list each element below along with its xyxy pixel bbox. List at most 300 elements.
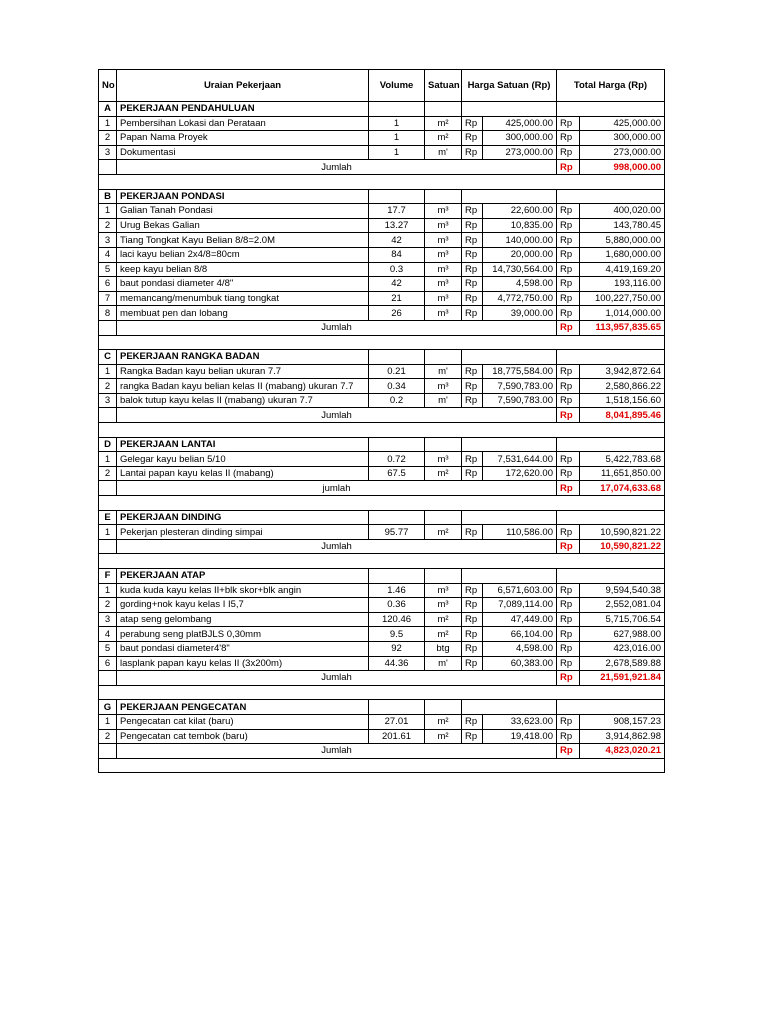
section-price-cell (462, 437, 557, 452)
item-unit: m³ (425, 583, 462, 598)
item-total-price: 300,000.00 (580, 131, 665, 146)
item-price-currency: Rp (462, 598, 483, 613)
item-volume: 17.7 (369, 204, 425, 219)
spacer-row (99, 685, 665, 700)
item-total-price: 423,016.00 (580, 641, 665, 656)
section-volume-cell (369, 700, 425, 715)
section-header-row (99, 700, 665, 715)
item-total-price: 193,116.00 (580, 277, 665, 292)
item-unit: m' (425, 393, 462, 408)
item-price-currency: Rp (462, 277, 483, 292)
item-total-currency: Rp (557, 131, 580, 146)
item-total-price: 100,227,750.00 (580, 291, 665, 306)
item-description: baut pondasi diameter4'8" (117, 641, 369, 656)
item-price-currency: Rp (462, 379, 483, 394)
item-unit: m³ (425, 452, 462, 467)
item-description: gording+nok kayu kelas I I5,7 (117, 598, 369, 613)
item-volume: 1 (369, 131, 425, 146)
item-description: Rangka Badan kayu belian ukuran 7.7 (117, 364, 369, 379)
subtotal-label: Jumlah (117, 539, 557, 554)
item-description: Urug Bekas Galian (117, 218, 369, 233)
item-price-currency: Rp (462, 218, 483, 233)
item-no: 6 (99, 277, 117, 292)
item-unit: m² (425, 627, 462, 642)
item-description: Gelegar kayu belian 5/10 (117, 452, 369, 467)
section-code: B (99, 189, 117, 204)
section-volume-cell (369, 437, 425, 452)
section-total-cell (557, 510, 665, 525)
item-description: rangka Badan kayu belian kelas II (mabang) ukuran 7.7 (117, 379, 369, 394)
table-header-row (99, 70, 665, 102)
item-description: Pekerjan plesteran dinding simpai (117, 525, 369, 540)
item-unit-price: 4,598.00 (483, 277, 557, 292)
blank-cell (99, 423, 665, 438)
subtotal-row (99, 481, 665, 496)
item-total-currency: Rp (557, 233, 580, 248)
item-unit-price: 10,835.00 (483, 218, 557, 233)
section-total-cell (557, 189, 665, 204)
blank-cell (99, 758, 665, 773)
item-price-currency: Rp (462, 233, 483, 248)
item-no: 2 (99, 131, 117, 146)
section-code: C (99, 350, 117, 365)
section-unit-cell (425, 102, 462, 117)
section-price-cell (462, 350, 557, 365)
item-volume: 9.5 (369, 627, 425, 642)
section-code: G (99, 700, 117, 715)
item-volume: 67.5 (369, 466, 425, 481)
item-total-price: 2,580,866.22 (580, 379, 665, 394)
subtotal-label: Jumlah (117, 160, 557, 175)
subtotal-amount: 4,823,020.21 (580, 744, 665, 759)
item-no: 1 (99, 116, 117, 131)
item-unit: m² (425, 116, 462, 131)
item-unit: m³ (425, 247, 462, 262)
item-unit: m³ (425, 277, 462, 292)
item-volume: 120.46 (369, 612, 425, 627)
section-title: PEKERJAAN PENDAHULUAN (117, 102, 369, 117)
subtotal-no-cell (99, 539, 117, 554)
header-no: No (99, 70, 117, 102)
subtotal-amount: 10,590,821.22 (580, 539, 665, 554)
item-no: 2 (99, 466, 117, 481)
subtotal-amount: 8,041,895.46 (580, 408, 665, 423)
table-row (99, 641, 665, 656)
item-no: 1 (99, 364, 117, 379)
subtotal-row (99, 539, 665, 554)
item-volume: 0.36 (369, 598, 425, 613)
item-unit-price: 110,586.00 (483, 525, 557, 540)
section-header-row (99, 510, 665, 525)
item-unit: m² (425, 729, 462, 744)
item-unit: m³ (425, 233, 462, 248)
spacer-row (99, 496, 665, 511)
table-row (99, 452, 665, 467)
item-price-currency: Rp (462, 145, 483, 160)
item-total-currency: Rp (557, 452, 580, 467)
item-total-price: 400,020.00 (580, 204, 665, 219)
table-row (99, 218, 665, 233)
blank-cell (99, 685, 665, 700)
item-description: memancang/menumbuk tiang tongkat (117, 291, 369, 306)
section-header-row (99, 437, 665, 452)
section-volume-cell (369, 102, 425, 117)
section-unit-cell (425, 350, 462, 365)
item-description: laci kayu belian 2x4/8=80cm (117, 247, 369, 262)
header-uraian: Uraian Pekerjaan (117, 70, 369, 102)
item-no: 6 (99, 656, 117, 671)
item-unit-price: 7,089,114.00 (483, 598, 557, 613)
section-price-cell (462, 700, 557, 715)
item-description: Lantai papan kayu kelas II (mabang) (117, 466, 369, 481)
subtotal-label: Jumlah (117, 320, 557, 335)
item-price-currency: Rp (462, 525, 483, 540)
item-description: atap seng gelombang (117, 612, 369, 627)
item-unit-price: 172,620.00 (483, 466, 557, 481)
item-unit: m³ (425, 262, 462, 277)
item-unit-price: 22,600.00 (483, 204, 557, 219)
item-unit-price: 273,000.00 (483, 145, 557, 160)
section-price-cell (462, 189, 557, 204)
section-title: PEKERJAAN RANGKA BADAN (117, 350, 369, 365)
item-unit-price: 6,571,603.00 (483, 583, 557, 598)
subtotal-label: Jumlah (117, 408, 557, 423)
cost-estimate-sheet (98, 69, 665, 773)
item-volume: 92 (369, 641, 425, 656)
item-unit: m³ (425, 306, 462, 321)
section-header-row (99, 102, 665, 117)
blank-cell (99, 554, 665, 569)
subtotal-row (99, 408, 665, 423)
item-volume: 0.72 (369, 452, 425, 467)
item-unit-price: 66,104.00 (483, 627, 557, 642)
item-description: Pembersihan Lokasi dan Perataan (117, 116, 369, 131)
subtotal-currency: Rp (557, 160, 580, 175)
item-total-currency: Rp (557, 379, 580, 394)
item-total-price: 908,157.23 (580, 714, 665, 729)
item-unit-price: 18,775,584.00 (483, 364, 557, 379)
item-unit-price: 19,418.00 (483, 729, 557, 744)
section-price-cell (462, 102, 557, 117)
item-total-price: 3,942,872.64 (580, 364, 665, 379)
item-volume: 0.2 (369, 393, 425, 408)
section-total-cell (557, 350, 665, 365)
item-total-price: 425,000.00 (580, 116, 665, 131)
item-price-currency: Rp (462, 306, 483, 321)
subtotal-row (99, 160, 665, 175)
item-total-price: 1,014,000.00 (580, 306, 665, 321)
item-total-price: 11,651,850.00 (580, 466, 665, 481)
section-volume-cell (369, 510, 425, 525)
item-price-currency: Rp (462, 247, 483, 262)
subtotal-amount: 17,074,633.68 (580, 481, 665, 496)
subtotal-row (99, 320, 665, 335)
section-volume-cell (369, 189, 425, 204)
item-unit-price: 4,598.00 (483, 641, 557, 656)
table-row (99, 277, 665, 292)
item-price-currency: Rp (462, 452, 483, 467)
item-price-currency: Rp (462, 393, 483, 408)
item-no: 4 (99, 247, 117, 262)
table-row (99, 466, 665, 481)
item-price-currency: Rp (462, 116, 483, 131)
section-header-row (99, 569, 665, 584)
table-row (99, 525, 665, 540)
subtotal-amount: 21,591,921.84 (580, 671, 665, 686)
item-total-currency: Rp (557, 145, 580, 160)
item-no: 5 (99, 641, 117, 656)
item-price-currency: Rp (462, 627, 483, 642)
spacer-row (99, 423, 665, 438)
item-no: 1 (99, 714, 117, 729)
item-unit-price: 425,000.00 (483, 116, 557, 131)
blank-cell (99, 335, 665, 350)
item-price-currency: Rp (462, 641, 483, 656)
item-unit: m³ (425, 204, 462, 219)
item-no: 3 (99, 233, 117, 248)
item-unit: m² (425, 131, 462, 146)
item-unit-price: 20,000.00 (483, 247, 557, 262)
item-price-currency: Rp (462, 729, 483, 744)
item-volume: 201.61 (369, 729, 425, 744)
blank-cell (99, 174, 665, 189)
section-header-row (99, 189, 665, 204)
section-unit-cell (425, 437, 462, 452)
item-no: 5 (99, 262, 117, 277)
item-total-price: 10,590,821.22 (580, 525, 665, 540)
section-unit-cell (425, 189, 462, 204)
header-total-harga: Total Harga (Rp) (557, 70, 665, 102)
header-satuan: Satuan (425, 70, 462, 102)
table-row (99, 291, 665, 306)
item-price-currency: Rp (462, 714, 483, 729)
item-no: 3 (99, 145, 117, 160)
section-price-cell (462, 510, 557, 525)
item-unit: btg (425, 641, 462, 656)
section-total-cell (557, 102, 665, 117)
item-description: kuda kuda kayu kelas II+blk skor+blk angin (117, 583, 369, 598)
item-unit-price: 47,449.00 (483, 612, 557, 627)
section-volume-cell (369, 569, 425, 584)
item-total-currency: Rp (557, 277, 580, 292)
section-code: F (99, 569, 117, 584)
item-total-currency: Rp (557, 393, 580, 408)
item-total-currency: Rp (557, 525, 580, 540)
item-unit-price: 60,383.00 (483, 656, 557, 671)
subtotal-row (99, 671, 665, 686)
blank-cell (99, 496, 665, 511)
section-code: E (99, 510, 117, 525)
section-volume-cell (369, 350, 425, 365)
item-unit-price: 7,590,783.00 (483, 393, 557, 408)
table-row (99, 729, 665, 744)
item-no: 7 (99, 291, 117, 306)
item-no: 1 (99, 204, 117, 219)
item-description: Pengecatan cat tembok (baru) (117, 729, 369, 744)
item-total-price: 1,518,156.60 (580, 393, 665, 408)
spacer-row (99, 758, 665, 773)
item-total-price: 2,552,081.04 (580, 598, 665, 613)
item-no: 3 (99, 612, 117, 627)
item-total-currency: Rp (557, 218, 580, 233)
item-no: 4 (99, 627, 117, 642)
table-row (99, 612, 665, 627)
table-row (99, 656, 665, 671)
item-total-currency: Rp (557, 656, 580, 671)
item-no: 2 (99, 598, 117, 613)
item-no: 2 (99, 218, 117, 233)
header-harga-satuan: Harga Satuan (Rp) (462, 70, 557, 102)
item-unit-price: 4,772,750.00 (483, 291, 557, 306)
section-total-cell (557, 437, 665, 452)
item-total-currency: Rp (557, 262, 580, 277)
item-total-currency: Rp (557, 729, 580, 744)
subtotal-label: Jumlah (117, 671, 557, 686)
subtotal-currency: Rp (557, 539, 580, 554)
item-volume: 95.77 (369, 525, 425, 540)
item-volume: 27.01 (369, 714, 425, 729)
item-volume: 13.27 (369, 218, 425, 233)
section-title: PEKERJAAN ATAP (117, 569, 369, 584)
section-code: A (99, 102, 117, 117)
item-total-currency: Rp (557, 612, 580, 627)
section-title: PEKERJAAN LANTAI (117, 437, 369, 452)
subtotal-currency: Rp (557, 481, 580, 496)
item-description: Papan Nama Proyek (117, 131, 369, 146)
item-price-currency: Rp (462, 612, 483, 627)
subtotal-no-cell (99, 671, 117, 686)
item-unit-price: 7,531,644.00 (483, 452, 557, 467)
item-volume: 0.21 (369, 364, 425, 379)
item-unit-price: 39,000.00 (483, 306, 557, 321)
item-volume: 1 (369, 145, 425, 160)
item-no: 3 (99, 393, 117, 408)
item-volume: 84 (369, 247, 425, 262)
item-price-currency: Rp (462, 364, 483, 379)
item-no: 8 (99, 306, 117, 321)
item-description: Tiang Tongkat Kayu Belian 8/8=2.0M (117, 233, 369, 248)
table-row (99, 598, 665, 613)
item-total-price: 273,000.00 (580, 145, 665, 160)
item-total-currency: Rp (557, 466, 580, 481)
item-volume: 26 (369, 306, 425, 321)
item-total-price: 9,594,540.38 (580, 583, 665, 598)
item-description: baut pondasi diameter 4/8" (117, 277, 369, 292)
section-unit-cell (425, 510, 462, 525)
subtotal-no-cell (99, 320, 117, 335)
item-description: lasplank papan kayu kelas II (3x200m) (117, 656, 369, 671)
item-description: keep kayu belian 8/8 (117, 262, 369, 277)
item-total-price: 5,880,000.00 (580, 233, 665, 248)
item-unit-price: 7,590,783.00 (483, 379, 557, 394)
item-volume: 1.46 (369, 583, 425, 598)
item-description: Dokumentasi (117, 145, 369, 160)
item-unit: m' (425, 145, 462, 160)
item-no: 2 (99, 729, 117, 744)
item-volume: 1 (369, 116, 425, 131)
subtotal-amount: 998,000.00 (580, 160, 665, 175)
item-unit-price: 300,000.00 (483, 131, 557, 146)
table-row (99, 583, 665, 598)
item-total-currency: Rp (557, 306, 580, 321)
table-row (99, 714, 665, 729)
item-price-currency: Rp (462, 262, 483, 277)
table-row (99, 364, 665, 379)
item-unit: m³ (425, 598, 462, 613)
section-price-cell (462, 569, 557, 584)
item-price-currency: Rp (462, 291, 483, 306)
item-no: 1 (99, 583, 117, 598)
item-price-currency: Rp (462, 131, 483, 146)
spacer-row (99, 335, 665, 350)
section-code: D (99, 437, 117, 452)
item-unit-price: 33,623.00 (483, 714, 557, 729)
subtotal-label: jumlah (117, 481, 557, 496)
table-row (99, 627, 665, 642)
item-price-currency: Rp (462, 466, 483, 481)
table-row (99, 204, 665, 219)
item-total-currency: Rp (557, 364, 580, 379)
item-unit: m² (425, 612, 462, 627)
table-row (99, 233, 665, 248)
subtotal-label: Jumlah (117, 744, 557, 759)
item-no: 1 (99, 452, 117, 467)
item-total-price: 627,988.00 (580, 627, 665, 642)
item-total-price: 2,678,589.88 (580, 656, 665, 671)
item-total-currency: Rp (557, 598, 580, 613)
item-volume: 0.3 (369, 262, 425, 277)
section-unit-cell (425, 700, 462, 715)
item-no: 1 (99, 525, 117, 540)
item-unit-price: 140,000.00 (483, 233, 557, 248)
item-description: balok tutup kayu kelas II (mabang) ukuran 7.7 (117, 393, 369, 408)
item-volume: 0.34 (369, 379, 425, 394)
item-total-currency: Rp (557, 291, 580, 306)
item-volume: 42 (369, 277, 425, 292)
item-unit: m³ (425, 218, 462, 233)
subtotal-currency: Rp (557, 744, 580, 759)
section-title: PEKERJAAN PONDASI (117, 189, 369, 204)
item-total-price: 3,914,862.98 (580, 729, 665, 744)
item-unit: m' (425, 656, 462, 671)
item-volume: 44.36 (369, 656, 425, 671)
section-title: PEKERJAAN DINDING (117, 510, 369, 525)
table-row (99, 145, 665, 160)
item-description: perabung seng platBJLS 0,30mm (117, 627, 369, 642)
item-total-currency: Rp (557, 627, 580, 642)
subtotal-row (99, 744, 665, 759)
item-total-currency: Rp (557, 641, 580, 656)
spacer-row (99, 554, 665, 569)
item-total-currency: Rp (557, 116, 580, 131)
table-row (99, 247, 665, 262)
section-unit-cell (425, 569, 462, 584)
subtotal-no-cell (99, 481, 117, 496)
item-total-currency: Rp (557, 714, 580, 729)
table-row (99, 116, 665, 131)
section-total-cell (557, 700, 665, 715)
item-volume: 21 (369, 291, 425, 306)
section-title: PEKERJAAN PENGECATAN (117, 700, 369, 715)
item-volume: 42 (369, 233, 425, 248)
item-total-price: 4,419,169.20 (580, 262, 665, 277)
item-total-price: 143,780.45 (580, 218, 665, 233)
subtotal-currency: Rp (557, 671, 580, 686)
item-total-currency: Rp (557, 247, 580, 262)
cost-estimate-table (98, 69, 665, 773)
item-description: membuat pen dan lobang (117, 306, 369, 321)
subtotal-no-cell (99, 160, 117, 175)
